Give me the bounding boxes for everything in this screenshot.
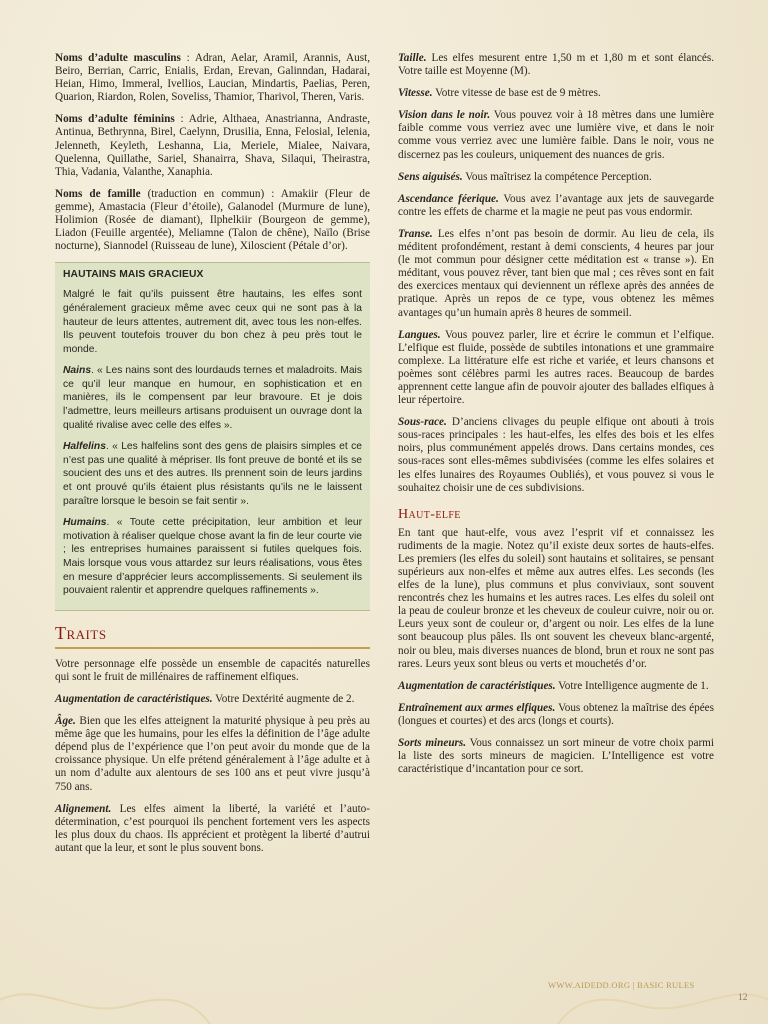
note-humans: Humains. « Toute cette précipitation, leur ambition et leur motivation à réaliser quelque chose avant la fin de leur courte vie ; les entreprises humaines paraissent si futiles quelques fois. Mais lorsque vous vous attardez sur leurs réalisations, vous êtes en mesure d’apprécier leurs accomplissements. Si seulement ils pouvaient ralentir et apprendre quelques raffinements ». xyxy=(63,517,362,597)
trait-trance: Transe. Les elfes n’ont pas besoin de dormir. Au lieu de cela, ils méditent profondément, restant à demi conscients, 4 heures par jour (le mot commun pour désigner cette méditation est « transe »). En méditant, vous pouvez rêver, tant bien que mal ; ces rêves sont en fait des exercices mentaux qui deviennent un réflexe après des années de pratique. Après un repos de ce type, vous obtenez les mêmes avantages qu’un humain après 8 heures de sommeil. xyxy=(398,227,714,319)
note-halflings: Halfelins. « Les halfelins sont des gens de plaisirs simples et ce n’est pas une qualité à mépriser. Ils font preuve de bonté et ils se soucient des uns et des autres. Ils prennent soin de leurs jardins et ont prouvé qu’ils étaient plus résistants qu’ils ne le laissent paraître lorsque le besoin se fait sentir ». xyxy=(63,441,362,507)
male-names-paragraph: Noms d’adulte masculins : Adran, Aelar, Aramil, Arannis, Aust, Beiro, Berrian, Carric, Enialis, Erdan, Erevan, Galinndan, Hadarai, Heian, Himo, Immeral, Ivellios, Laucian, Mindartis, Paelias, Peren, Quarion, Riardon, Rolen, Soveliss, Thamior, Tharivol, Theren, Varis. xyxy=(55,52,370,104)
family-names-paragraph: Noms de famille (traduction en commun) : Amakiir (Fleur de gemme), Amastacia (Fleur d’étoile), Galanodel (Murmure de lune), Holimion (Rosée de diamant), Ilphelkiir (Bourgeon de gemme), Liadon (Feuille argentée), Meliamne (Talon de chêne), Naïlo (Brise nocturne), Siannodel (Ruisseau de lune), Xiloscient (Pétale d’or). xyxy=(55,187,370,253)
trait-subrace: Sous-race. D’anciens clivages du peuple elfique ont abouti à trois sous-races principales : les haut-elfes, les elfes des bois et les elfes noirs, plus communément appelés drows. Dans certains mondes, ces sous-races sont elles-mêmes subdivisées (comme les elfes solaires et les elfes lunaires des Royaumes Oubliés), et vous pouvez si vous le souhaitez choisir une de ces subdivisions. xyxy=(398,416,714,494)
left-column xyxy=(55,52,370,864)
note-dwarves: Nains. « Les nains sont des lourdauds ternes et maladroits. Mais ce qu’il leur manque en humour, en sophistication et en manières, ils le compensent par leur bravoure. Et je dois l’admettre, leurs meilleurs artisans produisent un ouvrage dont la qualité rivalise avec celle des elfes ». xyxy=(63,365,362,431)
trait-languages: Langues. Vous pouvez parler, lire et écrire le commun et l’elfique. L’elfique est fluide, possède de subtiles intonations et une grammaire complexe. La littérature elfe est riche et variée, et leurs chansons et poèmes sont célèbres parmi les autres races. Beaucoup de bardes apprennent cette langue afin de pouvoir ajouter des ballades elfiques à leur répertoire. xyxy=(398,328,714,407)
sidebar-note-box xyxy=(55,262,370,610)
traits-heading: Traits xyxy=(55,623,370,649)
trait-keen-senses: Sens aiguisés. Vous maîtrisez la compétence Perception. xyxy=(398,170,652,183)
trait-speed: Vitesse. Votre vitesse de base est de 9 mètres. xyxy=(398,87,601,100)
high-elf-heading: Haut-elfe xyxy=(398,506,461,522)
trait-fey-ancestry: Ascendance féerique. Vous avez l’avantage aux jets de sauvegarde contre les effets de charme et la magie ne peut pas vous endormir. xyxy=(398,192,714,218)
high-elf-weapon-training: Entraînement aux armes elfiques. Vous obtenez la maîtrise des épées (longues et courtes) et des arcs (longs et courts). xyxy=(398,701,714,727)
trait-alignment: Alignement. Les elfes aiment la liberté, la variété et l’auto-détermination, c’est pourquoi ils penchent fortement vers les aspects les plus doux du chaos. Ils apprécient et protègent la liberté d’autrui autant que la leur, et sont le plus souvent bons. xyxy=(55,802,370,854)
trait-ability-increase: Augmentation de caractéristiques. Votre Dextérité augmente de 2. xyxy=(55,692,355,705)
note-title: HAUTAINS MAIS GRACIEUX xyxy=(63,269,204,281)
footer-source: WWW.AIDEDD.ORG | BASIC RULES xyxy=(548,980,695,990)
trait-age: Âge. Bien que les elfes atteignent la maturité physique à peu près au même âge que les humains, pour les elfes la définition de l’âge adulte dépend plus de l’expérience que l’on peut avoir du monde que de la croissance physique. Un elfe prétend généralement à l’âge adulte et à un nom d’adulte aux alentours de ses 100 ans et peut vivre jusqu’à 750 ans. xyxy=(55,715,370,793)
traits-intro: Votre personnage elfe possède un ensemble de capacités naturelles qui sont le fruit de millénaires de raffinement elfiques. xyxy=(55,657,370,683)
trait-size: Taille. Les elfes mesurent entre 1,50 m et 1,80 m et sont élancés. Votre taille est Moyenne (M). xyxy=(398,52,714,78)
high-elf-cantrip: Sorts mineurs. Vous connaissez un sort mineur de votre choix parmi la liste des sorts mineurs de magicien. L’Intelligence est votre caractéristique d’incantation pour ce sort. xyxy=(398,737,714,776)
note-intro: Malgré le fait qu’ils puissent être hautains, les elfes sont généralement gracieux même avec ceux qui ne sont pas à la hauteur de leurs attentes, autrement dit, avec tous les non-elfes. Ils peuvent toutefois trouver du bon chez à peu près tout le monde. xyxy=(63,289,362,355)
female-names-paragraph: Noms d’adulte féminins : Adrie, Althaea, Anastrianna, Andraste, Antinua, Bethrynna, Birel, Caelynn, Drusilia, Enna, Felosial, Ielenia, Jelenneth, Keyleth, Leshanna, Lia, Meriele, Mialee, Naivara, Quelenna, Quillathe, Sariel, Shanairra, Shava, Silaqui, Theirastra, Thia, Vadania, Valanthe, Xanaphia. xyxy=(55,113,371,178)
high-elf-intro: En tant que haut-elfe, vous avez l’esprit vif et connaissez les rudiments de la magie. Notez qu’il existe deux sortes de hauts-elfes. Les premiers (les elfes du soleil) sont hautains et solitaires, se pensant supérieurs aux non-elfes et même aux autres elfes. Les seconds (les elfes de la lune), plus communs et plus conviviaux, sont souvent rencontrés chez les humains et les autres races. Les elfes du soleil ont la peau de couleur bronze et les cheveux de couleur cuivre, noir ou or. Leurs yeux sont de couleur or, d’argent ou noir. Les elfes de la lune sont beaucoup plus pâles. Ils ont souvent les cheveux blanc-argenté, noir ou bleu, mais diverses nuances de blond, brun et roux ne sont pas rares. Leurs yeux sont bleus ou verts et mouchetés d’or. xyxy=(398,526,714,670)
trait-darkvision: Vision dans le noir. Vous pouvez voir à 18 mètres dans une lumière faible comme vous verriez avec une lumière vive, et dans le noir comme vous verriez avec une lumière faible. Dans le noir, vous ne discernez pas les couleurs, uniquement des nuances de gris. xyxy=(398,109,714,161)
right-column xyxy=(398,52,714,785)
corner-ornament-icon xyxy=(0,960,768,1024)
high-elf-ability-increase: Augmentation de caractéristiques. Votre Intelligence augmente de 1. xyxy=(398,679,709,692)
page-number: 12 xyxy=(738,993,748,1003)
